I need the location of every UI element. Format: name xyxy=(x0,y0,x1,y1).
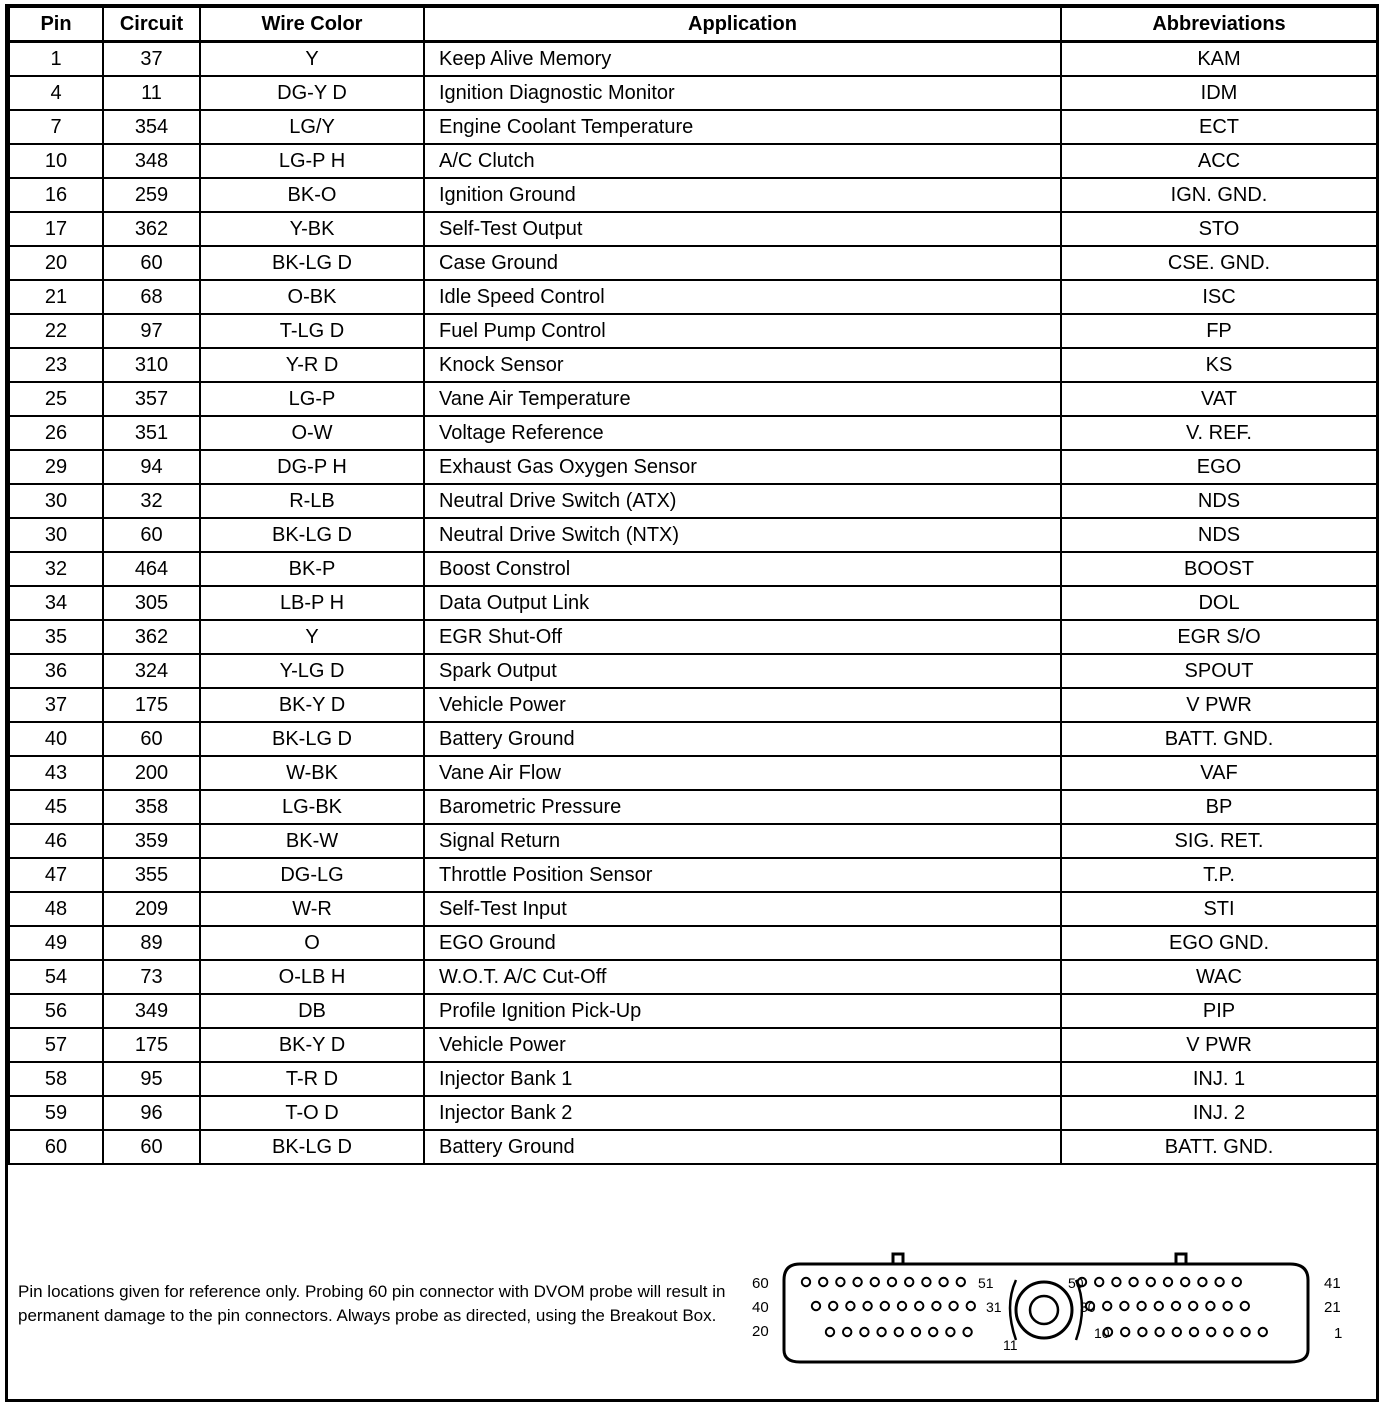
table-row xyxy=(9,382,1377,416)
connector-pin-hole xyxy=(1164,1278,1172,1286)
connector-pin-hole xyxy=(1147,1278,1155,1286)
table-row xyxy=(9,688,1377,722)
cell-pin: 4 xyxy=(9,76,103,110)
cell-wire-color: Y-BK xyxy=(200,212,424,246)
cell-abbreviation: EGR S/O xyxy=(1061,620,1377,654)
cell-pin: 60 xyxy=(9,1130,103,1164)
cell-pin: 37 xyxy=(9,688,103,722)
cell-application: Self-Test Output xyxy=(424,212,1061,246)
cell-wire-color: O-W xyxy=(200,416,424,450)
cell-application: Engine Coolant Temperature xyxy=(424,110,1061,144)
cell-wire-color: LG/Y xyxy=(200,110,424,144)
connector-pin-hole xyxy=(1173,1328,1181,1336)
table-row xyxy=(9,246,1377,280)
cell-circuit: 351 xyxy=(103,416,200,450)
cell-pin: 43 xyxy=(9,756,103,790)
cell-abbreviation: BOOST xyxy=(1061,552,1377,586)
cell-application: Barometric Pressure xyxy=(424,790,1061,824)
cell-pin: 35 xyxy=(9,620,103,654)
connector-pin-hole xyxy=(1137,1302,1145,1310)
cell-pin: 1 xyxy=(9,42,103,77)
table-row xyxy=(9,518,1377,552)
connector-pin-hole xyxy=(871,1278,879,1286)
connector-pin-hole xyxy=(812,1302,820,1310)
cell-wire-color: T-R D xyxy=(200,1062,424,1096)
cell-wire-color: W-R xyxy=(200,892,424,926)
cell-abbreviation: IDM xyxy=(1061,76,1377,110)
connector-pin-hole xyxy=(1189,1302,1197,1310)
connector-pin-hole xyxy=(1207,1328,1215,1336)
cell-circuit: 96 xyxy=(103,1096,200,1130)
cell-circuit: 358 xyxy=(103,790,200,824)
connector-pin-hole xyxy=(1259,1328,1267,1336)
cell-circuit: 200 xyxy=(103,756,200,790)
label-pin-41: 41 xyxy=(1324,1275,1341,1292)
connector-outline xyxy=(784,1264,1308,1362)
cell-application: Spark Output xyxy=(424,654,1061,688)
table-row xyxy=(9,824,1377,858)
cell-application: EGO Ground xyxy=(424,926,1061,960)
connector-pin-hole xyxy=(922,1278,930,1286)
table-row xyxy=(9,314,1377,348)
cell-abbreviation: STO xyxy=(1061,212,1377,246)
connector-pin-hole xyxy=(1241,1302,1249,1310)
cell-wire-color: DG-Y D xyxy=(200,76,424,110)
header-application: Application xyxy=(424,7,1061,42)
cell-wire-color: Y xyxy=(200,42,424,77)
cell-application: Knock Sensor xyxy=(424,348,1061,382)
table-row xyxy=(9,1062,1377,1096)
cell-abbreviation: SIG. RET. xyxy=(1061,824,1377,858)
cell-abbreviation: VAT xyxy=(1061,382,1377,416)
cell-abbreviation: WAC xyxy=(1061,960,1377,994)
cell-circuit: 359 xyxy=(103,824,200,858)
cell-abbreviation: T.P. xyxy=(1061,858,1377,892)
table-header-row xyxy=(9,7,1377,42)
connector-pin-hole xyxy=(932,1302,940,1310)
label-pin-10: 10 xyxy=(1094,1325,1110,1341)
cell-pin: 25 xyxy=(9,382,103,416)
connector-pin-hole xyxy=(846,1302,854,1310)
connector-pin-hole xyxy=(860,1328,868,1336)
pin-table xyxy=(8,6,1378,1165)
cell-pin: 30 xyxy=(9,518,103,552)
header-wire-color: Wire Color xyxy=(200,7,424,42)
label-pin-20: 20 xyxy=(752,1323,769,1340)
cell-wire-color: BK-W xyxy=(200,824,424,858)
cell-abbreviation: ISC xyxy=(1061,280,1377,314)
cell-circuit: 89 xyxy=(103,926,200,960)
cell-wire-color: O-LB H xyxy=(200,960,424,994)
table-row xyxy=(9,280,1377,314)
cell-abbreviation: DOL xyxy=(1061,586,1377,620)
connector-pin-hole xyxy=(1129,1278,1137,1286)
cell-pin: 49 xyxy=(9,926,103,960)
connector-pin-hole xyxy=(967,1302,975,1310)
table-row xyxy=(9,858,1377,892)
cell-abbreviation: ACC xyxy=(1061,144,1377,178)
cell-abbreviation: EGO GND. xyxy=(1061,926,1377,960)
cell-pin: 36 xyxy=(9,654,103,688)
cell-wire-color: T-LG D xyxy=(200,314,424,348)
cell-pin: 29 xyxy=(9,450,103,484)
connector-pin-hole xyxy=(1206,1302,1214,1310)
cell-pin: 48 xyxy=(9,892,103,926)
cell-circuit: 37 xyxy=(103,42,200,77)
table-row xyxy=(9,1130,1377,1164)
header-abbreviations: Abbreviations xyxy=(1061,7,1377,42)
cell-wire-color: DB xyxy=(200,994,424,1028)
connector-tab-left xyxy=(893,1254,903,1264)
table-row xyxy=(9,994,1377,1028)
cell-circuit: 354 xyxy=(103,110,200,144)
cell-wire-color: LG-BK xyxy=(200,790,424,824)
cell-abbreviation: EGO xyxy=(1061,450,1377,484)
cell-wire-color: LB-P H xyxy=(200,586,424,620)
cell-abbreviation: BATT. GND. xyxy=(1061,722,1377,756)
cell-circuit: 349 xyxy=(103,994,200,1028)
cell-abbreviation: IGN. GND. xyxy=(1061,178,1377,212)
table-row xyxy=(9,892,1377,926)
connector-pin-hole xyxy=(1223,1302,1231,1310)
connector-pin-hole xyxy=(1155,1328,1163,1336)
cell-circuit: 209 xyxy=(103,892,200,926)
connector-pin-hole xyxy=(1095,1278,1103,1286)
connector-bolt-inner xyxy=(1030,1296,1058,1324)
cell-circuit: 348 xyxy=(103,144,200,178)
cell-circuit: 464 xyxy=(103,552,200,586)
table-row xyxy=(9,484,1377,518)
connector-pin-hole xyxy=(1190,1328,1198,1336)
cell-application: A/C Clutch xyxy=(424,144,1061,178)
connector-pin-hole xyxy=(1121,1328,1129,1336)
cell-application: Ignition Ground xyxy=(424,178,1061,212)
connector-pin-hole xyxy=(1172,1302,1180,1310)
connector-pin-hole xyxy=(877,1328,885,1336)
cell-application: Neutral Drive Switch (NTX) xyxy=(424,518,1061,552)
connector-pin-hole xyxy=(826,1328,834,1336)
cell-application: Injector Bank 1 xyxy=(424,1062,1061,1096)
label-pin-21: 21 xyxy=(1324,1299,1341,1316)
cell-pin: 20 xyxy=(9,246,103,280)
cell-application: Boost Constrol xyxy=(424,552,1061,586)
cell-wire-color: BK-O xyxy=(200,178,424,212)
cell-application: Idle Speed Control xyxy=(424,280,1061,314)
cell-pin: 10 xyxy=(9,144,103,178)
connector-pin-hole xyxy=(1112,1278,1120,1286)
connector-pin-hole xyxy=(881,1302,889,1310)
cell-circuit: 97 xyxy=(103,314,200,348)
cell-pin: 56 xyxy=(9,994,103,1028)
cell-circuit: 305 xyxy=(103,586,200,620)
connector-pin-hole xyxy=(853,1278,861,1286)
table-row xyxy=(9,416,1377,450)
cell-pin: 23 xyxy=(9,348,103,382)
label-pin-50: 50 xyxy=(1068,1275,1084,1291)
connector-pin-hole xyxy=(939,1278,947,1286)
cell-pin: 32 xyxy=(9,552,103,586)
cell-wire-color: DG-LG xyxy=(200,858,424,892)
cell-application: Self-Test Input xyxy=(424,892,1061,926)
cell-circuit: 175 xyxy=(103,1028,200,1062)
table-row xyxy=(9,1096,1377,1130)
connector-pin-hole xyxy=(1215,1278,1223,1286)
cell-circuit: 95 xyxy=(103,1062,200,1096)
cell-abbreviation: VAF xyxy=(1061,756,1377,790)
connector-pin-hole xyxy=(829,1302,837,1310)
cell-application: Vane Air Flow xyxy=(424,756,1061,790)
cell-pin: 17 xyxy=(9,212,103,246)
cell-abbreviation: V PWR xyxy=(1061,688,1377,722)
table-row xyxy=(9,178,1377,212)
cell-pin: 58 xyxy=(9,1062,103,1096)
cell-abbreviation: BP xyxy=(1061,790,1377,824)
table-row xyxy=(9,654,1377,688)
cell-abbreviation: V. REF. xyxy=(1061,416,1377,450)
table-row xyxy=(9,450,1377,484)
connector-pin-hole xyxy=(957,1278,965,1286)
connector-pin-hole xyxy=(1233,1278,1241,1286)
connector-pin-hole xyxy=(1155,1302,1163,1310)
cell-pin: 54 xyxy=(9,960,103,994)
header-pin: Pin xyxy=(9,7,103,42)
cell-abbreviation: NDS xyxy=(1061,518,1377,552)
cell-wire-color: BK-LG D xyxy=(200,246,424,280)
label-pin-30: 30 xyxy=(1080,1299,1096,1315)
cell-application: Throttle Position Sensor xyxy=(424,858,1061,892)
connector-pin-hole xyxy=(949,1302,957,1310)
label-pin-40: 40 xyxy=(752,1299,769,1316)
table-row xyxy=(9,42,1377,77)
connector-pin-hole xyxy=(888,1278,896,1286)
cell-abbreviation: ECT xyxy=(1061,110,1377,144)
cell-wire-color: BK-LG D xyxy=(200,1130,424,1164)
cell-abbreviation: V PWR xyxy=(1061,1028,1377,1062)
cell-wire-color: W-BK xyxy=(200,756,424,790)
table-row xyxy=(9,620,1377,654)
cell-application: Neutral Drive Switch (ATX) xyxy=(424,484,1061,518)
connector-pin-hole xyxy=(1198,1278,1206,1286)
connector-pin-hole xyxy=(929,1328,937,1336)
reference-note: Pin locations given for reference only. Probing 60 pin connector with DVOM probe will result in permanent damage to the pin connectors. Always probe as directed, using the Breakout Box. xyxy=(18,1282,726,1325)
cell-wire-color: BK-LG D xyxy=(200,518,424,552)
pin-table-body xyxy=(9,42,1377,1165)
cell-circuit: 60 xyxy=(103,246,200,280)
table-row xyxy=(9,144,1377,178)
cell-application: Signal Return xyxy=(424,824,1061,858)
cell-pin: 59 xyxy=(9,1096,103,1130)
label-pin-60: 60 xyxy=(752,1275,769,1292)
connector-pin-hole xyxy=(898,1302,906,1310)
cell-circuit: 73 xyxy=(103,960,200,994)
connector-pin-hole xyxy=(895,1328,903,1336)
cell-circuit: 68 xyxy=(103,280,200,314)
connector-pin-hole xyxy=(946,1328,954,1336)
cell-circuit: 175 xyxy=(103,688,200,722)
cell-circuit: 60 xyxy=(103,518,200,552)
cell-pin: 34 xyxy=(9,586,103,620)
cell-application: Vane Air Temperature xyxy=(424,382,1061,416)
label-pin-11: 11 xyxy=(1003,1337,1018,1353)
cell-pin: 45 xyxy=(9,790,103,824)
cell-application: Keep Alive Memory xyxy=(424,42,1061,77)
cell-abbreviation: KAM xyxy=(1061,42,1377,77)
table-row xyxy=(9,722,1377,756)
cell-application: Ignition Diagnostic Monitor xyxy=(424,76,1061,110)
connector-pin-hole xyxy=(1120,1302,1128,1310)
cell-application: Vehicle Power xyxy=(424,1028,1061,1062)
cell-circuit: 60 xyxy=(103,722,200,756)
table-row xyxy=(9,76,1377,110)
cell-circuit: 324 xyxy=(103,654,200,688)
cell-wire-color: O xyxy=(200,926,424,960)
connector-pin-hole xyxy=(843,1328,851,1336)
cell-wire-color: T-O D xyxy=(200,1096,424,1130)
cell-wire-color: DG-P H xyxy=(200,450,424,484)
cell-abbreviation: STI xyxy=(1061,892,1377,926)
cell-wire-color: BK-Y D xyxy=(200,688,424,722)
cell-wire-color: BK-Y D xyxy=(200,1028,424,1062)
table-row xyxy=(9,960,1377,994)
connector-pin-hole xyxy=(1138,1328,1146,1336)
cell-pin: 40 xyxy=(9,722,103,756)
cell-application: EGR Shut-Off xyxy=(424,620,1061,654)
cell-pin: 22 xyxy=(9,314,103,348)
label-pin-1: 1 xyxy=(1334,1325,1343,1342)
connector-tab-right xyxy=(1176,1254,1186,1264)
cell-abbreviation: FP xyxy=(1061,314,1377,348)
connector-pin-hole xyxy=(912,1328,920,1336)
connector-pin-hole xyxy=(1181,1278,1189,1286)
cell-application: Exhaust Gas Oxygen Sensor xyxy=(424,450,1061,484)
cell-pin: 46 xyxy=(9,824,103,858)
cell-abbreviation: KS xyxy=(1061,348,1377,382)
cell-abbreviation: INJ. 2 xyxy=(1061,1096,1377,1130)
cell-abbreviation: BATT. GND. xyxy=(1061,1130,1377,1164)
connector-pin-hole xyxy=(1224,1328,1232,1336)
header-circuit: Circuit xyxy=(103,7,200,42)
cell-application: Data Output Link xyxy=(424,586,1061,620)
table-row xyxy=(9,110,1377,144)
connector-pins xyxy=(802,1278,1267,1336)
cell-abbreviation: INJ. 1 xyxy=(1061,1062,1377,1096)
cell-abbreviation: CSE. GND. xyxy=(1061,246,1377,280)
connector-pin-hole xyxy=(863,1302,871,1310)
cell-application: Profile Ignition Pick-Up xyxy=(424,994,1061,1028)
table-row xyxy=(9,552,1377,586)
connector-pin-hole xyxy=(836,1278,844,1286)
cell-pin: 30 xyxy=(9,484,103,518)
cell-circuit: 355 xyxy=(103,858,200,892)
table-row xyxy=(9,348,1377,382)
cell-application: Fuel Pump Control xyxy=(424,314,1061,348)
cell-wire-color: BK-P xyxy=(200,552,424,586)
connector-pin-hole xyxy=(819,1278,827,1286)
connector-pin-hole xyxy=(915,1302,923,1310)
connector-pin-hole xyxy=(963,1328,971,1336)
cell-application: Voltage Reference xyxy=(424,416,1061,450)
cell-circuit: 94 xyxy=(103,450,200,484)
cell-circuit: 310 xyxy=(103,348,200,382)
cell-application: Battery Ground xyxy=(424,722,1061,756)
cell-pin: 7 xyxy=(9,110,103,144)
table-row xyxy=(9,586,1377,620)
cell-circuit: 362 xyxy=(103,620,200,654)
cell-circuit: 362 xyxy=(103,212,200,246)
cell-wire-color: Y xyxy=(200,620,424,654)
cell-wire-color: R-LB xyxy=(200,484,424,518)
cell-wire-color: Y-R D xyxy=(200,348,424,382)
cell-application: Battery Ground xyxy=(424,1130,1061,1164)
label-pin-31: 31 xyxy=(986,1299,1002,1315)
cell-circuit: 60 xyxy=(103,1130,200,1164)
cell-circuit: 32 xyxy=(103,484,200,518)
cell-pin: 21 xyxy=(9,280,103,314)
connector-pin-hole xyxy=(1103,1302,1111,1310)
connector-bolt-outer xyxy=(1016,1282,1072,1338)
table-row xyxy=(9,1028,1377,1062)
connector-pin-hole xyxy=(1241,1328,1249,1336)
cell-application: W.O.T. A/C Cut-Off xyxy=(424,960,1061,994)
connector-pin-hole xyxy=(802,1278,810,1286)
cell-wire-color: Y-LG D xyxy=(200,654,424,688)
cell-abbreviation: NDS xyxy=(1061,484,1377,518)
cell-wire-color: LG-P xyxy=(200,382,424,416)
cell-application: Case Ground xyxy=(424,246,1061,280)
cell-wire-color: BK-LG D xyxy=(200,722,424,756)
cell-pin: 57 xyxy=(9,1028,103,1062)
cell-wire-color: O-BK xyxy=(200,280,424,314)
cell-application: Vehicle Power xyxy=(424,688,1061,722)
connector-diagram xyxy=(748,1246,1360,1372)
cell-pin: 16 xyxy=(9,178,103,212)
connector-pin-hole xyxy=(905,1278,913,1286)
table-row xyxy=(9,926,1377,960)
table-row xyxy=(9,790,1377,824)
table-row xyxy=(9,756,1377,790)
table-row xyxy=(9,212,1377,246)
cell-wire-color: LG-P H xyxy=(200,144,424,178)
cell-application: Injector Bank 2 xyxy=(424,1096,1061,1130)
label-pin-51: 51 xyxy=(978,1275,994,1291)
cell-circuit: 357 xyxy=(103,382,200,416)
cell-abbreviation: PIP xyxy=(1061,994,1377,1028)
cell-pin: 26 xyxy=(9,416,103,450)
cell-pin: 47 xyxy=(9,858,103,892)
cell-abbreviation: SPOUT xyxy=(1061,654,1377,688)
cell-circuit: 11 xyxy=(103,76,200,110)
cell-circuit: 259 xyxy=(103,178,200,212)
